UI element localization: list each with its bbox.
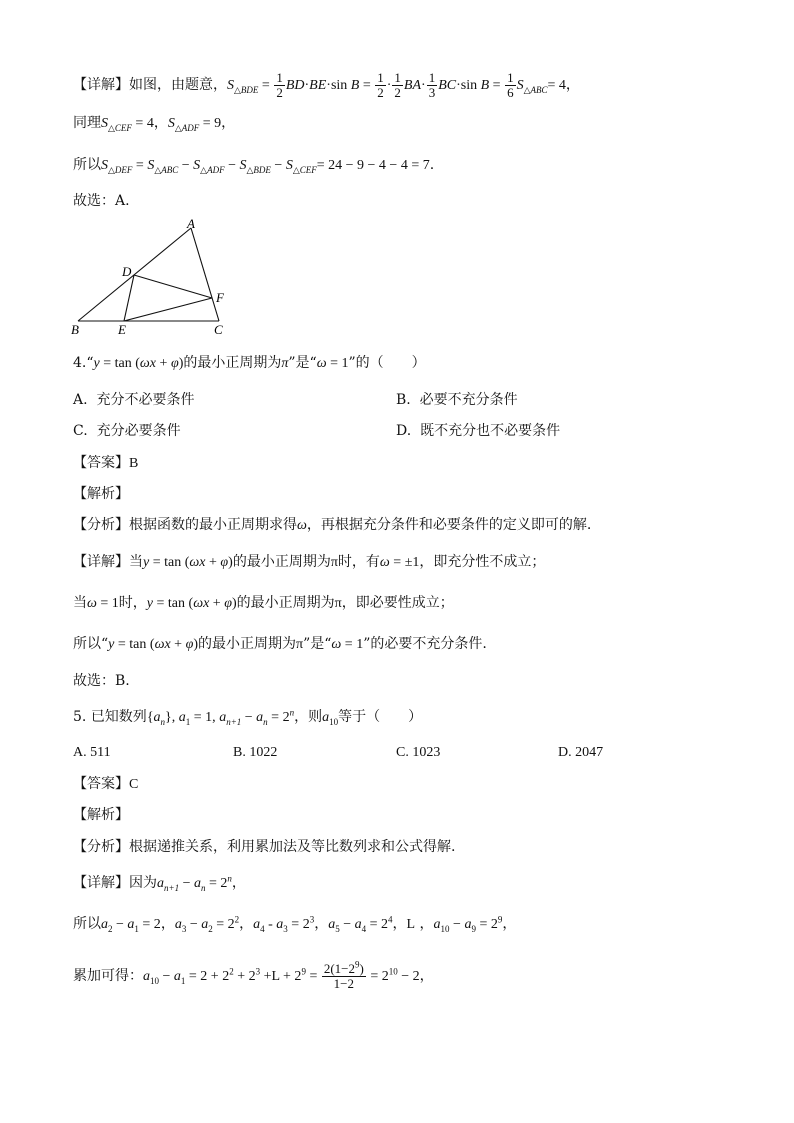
segment-df xyxy=(134,275,212,298)
detail-text: 如图，由题意， xyxy=(129,77,227,93)
segment-ac xyxy=(191,228,219,321)
q4-choose: 故选：B. xyxy=(73,673,130,689)
label-b: B xyxy=(71,322,79,337)
q5-analysis-tag: 【解析】 xyxy=(73,807,129,823)
q4-stem: 4.“y = tan (ωx + φ)的最小正周期为π”是“ω = 1”的（ ） xyxy=(73,355,426,371)
label-a: A xyxy=(187,218,195,231)
similar-line: 同理$S_{\triangle CEF} = 4$，$S_{\triangle ADF} = 9$， xyxy=(73,115,236,133)
q4-option-a: A. 充分不必要条件 xyxy=(73,392,195,408)
triangle-figure xyxy=(68,218,238,338)
q5-detail-1: 【详解】因为$a_{n+1} - a_n = 2^n$， xyxy=(73,873,246,893)
q5-option-a: A. 511 xyxy=(73,745,111,760)
detail-line-area-bdf: 【详解】如图，由题意，$S_{\triangle BDE}$ = $\frac{1}{2}$ BD·BE·sin B = $\frac{1}{2}$ · $\frac{1}{2}$ BA· $\frac{1}{3}$ BC·sin B = $\frac{1}{6}$ $S_{\triangle ABC}= 4$， xyxy=(73,69,580,100)
q5-detail-2: 所以$a_2 - a_1 = 2$，$a_3 - a_2 = 2^2$，$a_4 - a_3 = 2^3$，$a_5 - a_4 = 2^4$，L ，$a_{10} - a_9 = 2^9$， xyxy=(73,914,517,934)
q5-number: 5. xyxy=(73,709,87,725)
q4-fenxi: 【分析】根据函数的最小正周期求得ω，再根据充分条件和必要条件的定义即可的解. xyxy=(73,517,592,533)
q5-detail-3: 累加可得：$a_{10} - a_1 = 2 + 2^2 + 2^3 +L + 2^9$ = $\frac{2(1-2^9)}{1-2}$ = $2^{10} - 2$， xyxy=(73,959,434,991)
q4-number: 4. xyxy=(73,355,87,371)
q4-detail-3: 所以“y = tan (ωx + φ)的最小正周期为π”是“ω = 1”的必要不充分条件. xyxy=(73,636,487,652)
q4-stem-tail: 的（ ） xyxy=(355,355,426,371)
detail-tag: 【详解】 xyxy=(73,77,129,93)
q5-option-d: D. 2047 xyxy=(558,745,604,760)
q4-option-d: D. 既不充分也不必要条件 xyxy=(396,423,561,439)
segment-ba xyxy=(78,228,191,321)
label-e: E xyxy=(118,322,126,337)
q4-option-b: B. 必要不充分条件 xyxy=(396,392,518,408)
similar-prefix: 同理 xyxy=(73,115,101,131)
q5-fenxi: 【分析】根据递推关系，利用累加法及等比数列求和公式得解. xyxy=(73,839,456,855)
area-value: = 4 xyxy=(547,78,566,93)
q4-analysis-tag: 【解析】 xyxy=(73,486,129,502)
label-c: C xyxy=(214,322,223,337)
result-value: = 24 − 9 − 4 − 4 = 7 xyxy=(316,158,430,173)
q4-detail-1: 【详解】当y = tan (ωx + φ)的最小正周期为π时，有ω = ±1，即充分性不成立； xyxy=(73,554,546,570)
q4-answer: 【答案】B xyxy=(73,455,139,471)
q5-option-c: C. 1023 xyxy=(396,745,441,760)
q4-detail-2: 当ω = 1时，y = tan (ωx + φ)的最小正周期为π，即必要性成立； xyxy=(73,595,454,611)
choose-a: 故选：A. xyxy=(73,193,130,209)
q5-stem: 5. 已知数列$\{a_n\}$, $a_1 = 1$, $a_{n+1} - a_n = 2^n$，则$a_{10}$等于（ ） xyxy=(73,707,423,727)
q4-option-c: C. 充分必要条件 xyxy=(73,423,181,439)
result-prefix: 所以 xyxy=(73,157,101,173)
q5-answer: 【答案】C xyxy=(73,776,139,792)
label-f: F xyxy=(216,290,224,305)
q5-option-b: B. 1022 xyxy=(233,745,278,760)
segment-ef xyxy=(124,298,212,321)
label-d: D xyxy=(122,264,132,279)
result-line: 所以$S_{\triangle DEF} = S_{\triangle ABC} - S_{\triangle ADF} - S_{\triangle BDE} - S_{\triangle CEF}= 24 - 9 - 4 - 4 = 7$. xyxy=(73,157,435,175)
